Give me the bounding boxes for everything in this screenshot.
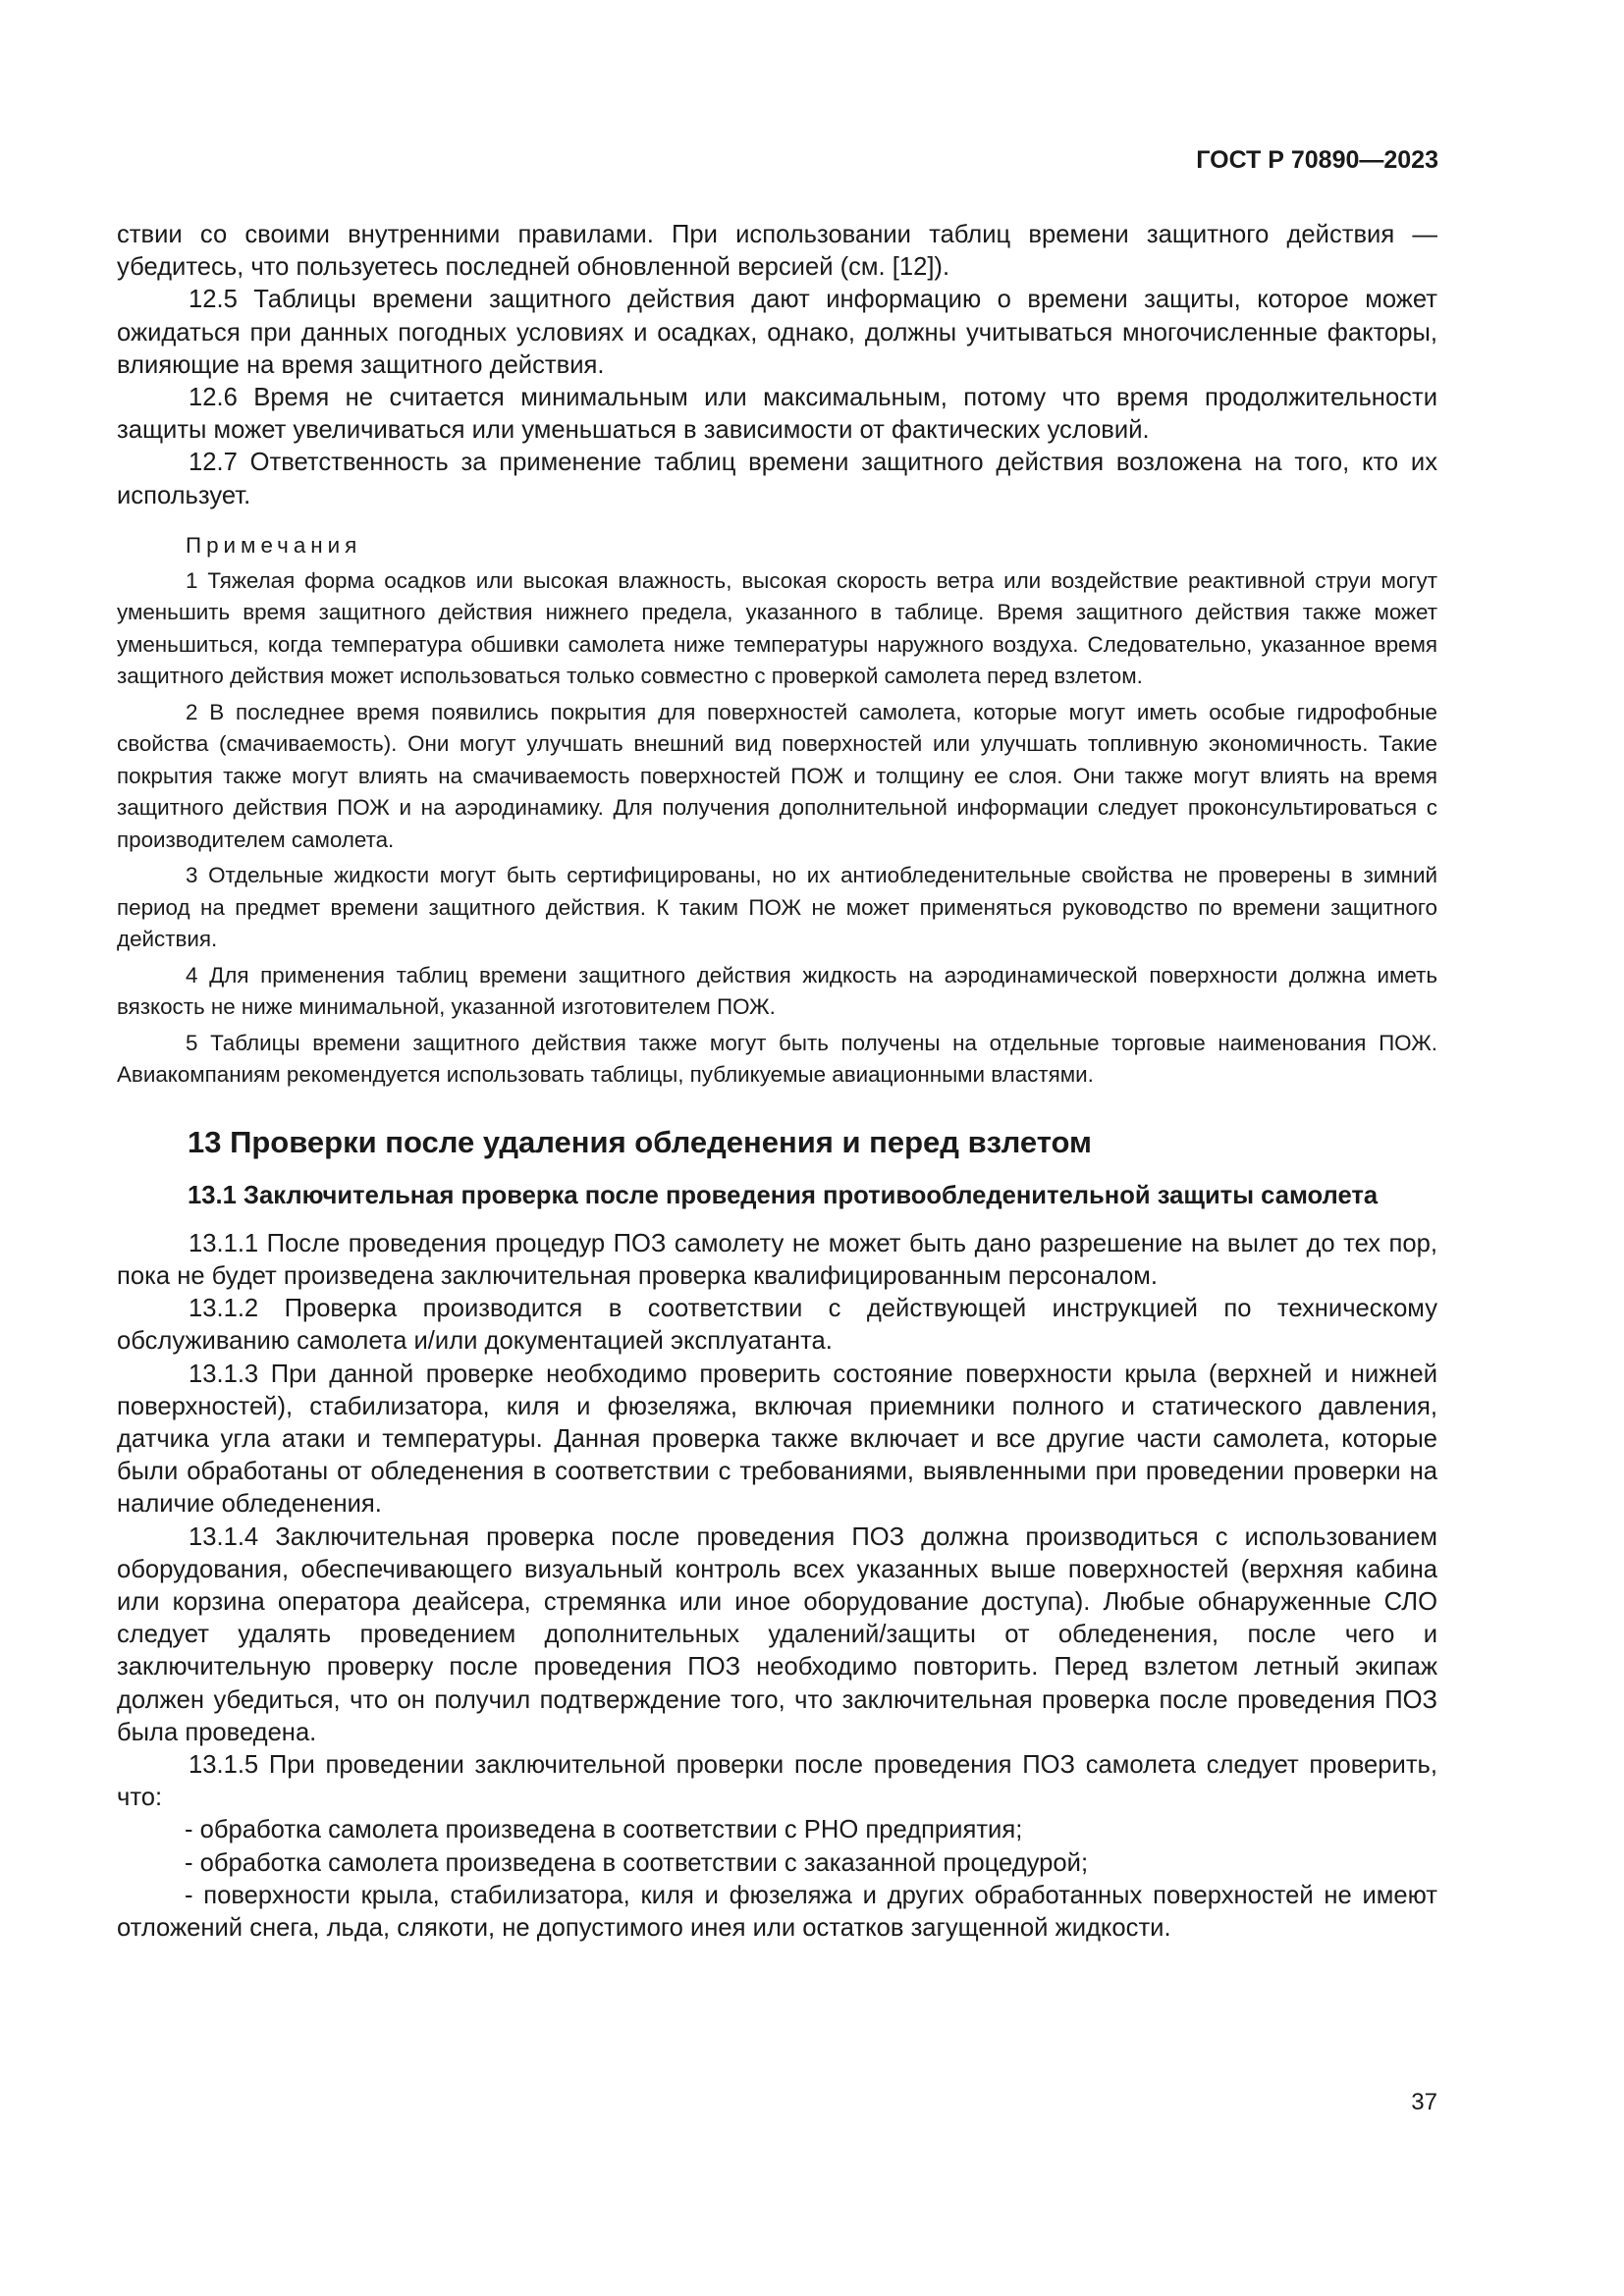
page-content [117,219,1437,1945]
subsection-13-1-heading: 13.1 Заключительная проверка после проведения противообледенительной защиты самолета [188,1181,1379,1209]
notes-title: Примечания [186,532,362,558]
paragraph-13-1-2: 13.1.2 Проверка производится в соответствии с действующей инструкцией по техническому обслуживанию самолета и/или документацией эксплуатанта. [117,1295,1437,1356]
note-2: 2 В последнее время появились покрытия для поверхностей самолета, которые могут иметь особые гидрофобные свойства (смачиваемость). Они могут улучшать внешний вид поверхностей или улучшать топливную экономичность. Такие покрытия также могут влиять на смачиваемость поверхностей ПОЖ и толщину ее слоя. Они также могут влиять на время защитного действия ПОЖ и на аэродинамику. Для получения дополнительной информации следует проконсультироваться с производителем самолета. [117,699,1437,852]
list-item: - поверхности крыла, стабилизатора, киля и фюзеляжа и других обработанных поверхностей не имеют отложений снега, льда, слякоти, не допустимого инея или остатков загущенной жидкости. [117,1881,1437,1943]
paragraph-continuation: ствии со своими внутренними правилами. При использовании таблиц времени защитного действия — убедитесь, что пользуетесь последней обновленной версией (см. [12]). [117,221,1437,282]
list-item: - обработка самолета произведена в соответствии с РНО предприятия; [185,1816,1023,1844]
paragraph-12-6: 12.6 Время не считается минимальным или максимальным, потому что время продолжительности защиты может увеличиваться или уменьшаться в зависимости от фактических условий. [117,384,1437,445]
paragraph-13-1-4: 13.1.4 Заключительная проверка после проведения ПОЗ должна производиться с использованием оборудования, обеспечивающего визуальный контроль всех указанных выше поверхностей (верхняя кабина или корзина оператора деайсера, стремянка или иное оборудование доступа). Любые обнаруженные СЛО следует удалять проведением дополнительных удалений/защиты от обледенения, после чего и заключительную проверку после проведения ПОЗ необходимо повторить. Перед взлетом летный экипаж должен убедиться, что он получил подтверждение того, что заключительная проверка после проведения ПОЗ была проведена. [117,1522,1437,1746]
paragraph-12-5: 12.5 Таблицы времени защитного действия дают информацию о времени защиты, которое может ожидаться при данных погодных условиях и осадках, однако, должны учитываться многочисленные факторы, влияющие на время защитного действия. [117,286,1437,379]
note-4: 4 Для применения таблиц времени защитного действия жидкость на аэродинамической поверхности должна иметь вязкость не ниже минимальной, указанной изготовителем ПОЖ. [117,962,1437,1020]
section-13-heading: 13 Проверки после удаления обледенения и перед взлетом [188,1124,1092,1159]
note-3: 3 Отдельные жидкости могут быть сертифицированы, но их антиобледенительные свойства не проверены в зимний период на предмет времени защитного действия. К таким ПОЖ не может применяться руководство по времени защитного действия. [117,863,1437,952]
note-1: 1 Тяжелая форма осадков или высокая влажность, высокая скорость ветра или воздействие реактивной струи могут уменьшить время защитного действия нижнего предела, указанного в таблице. Время защитного действия также может уменьшиться, когда температура обшивки самолета ниже температуры наружного воздуха. Следовательно, указанное время защитного действия может использоваться только совместно с проверкой самолета перед взлетом. [117,567,1437,689]
list-item: - обработка самолета произведена в соответствии с заказанной процедурой; [185,1848,1089,1877]
paragraph-12-7: 12.7 Ответственность за применение таблиц времени защитного действия возложена на того, кто их использует. [117,449,1437,509]
note-5: 5 Таблицы времени защитного действия также могут быть получены на отдельные торговые наименования ПОЖ. Авиакомпаниям рекомендуется использовать таблицы, публикуемые авиационными властями. [117,1030,1437,1088]
document-code-header: ГОСТ Р 70890—2023 [1196,146,1438,174]
page-number: 37 [1411,2089,1437,2115]
paragraph-13-1-5: 13.1.5 При проведении заключительной проверки после проведения ПОЗ самолета следует проверить, что: [117,1751,1437,1812]
paragraph-13-1-3: 13.1.3 При данной проверке необходимо проверить состояние поверхности крыла (верхней и нижней поверхностей), стабилизатора, киля и фюзеляжа, включая приемники полного и статического давления, датчика угла атаки и температуры. Данная проверка также включает и все другие части самолета, которые были обработаны от обледенения в соответствии с требованиями, выявленными при проведении проверки на наличие обледенения. [117,1360,1437,1519]
paragraph-13-1-1: 13.1.1 После проведения процедур ПОЗ самолету не может быть дано разрешение на вылет до тех пор, пока не будет произведена заключительная проверка квалифицированным персоналом. [117,1229,1437,1291]
